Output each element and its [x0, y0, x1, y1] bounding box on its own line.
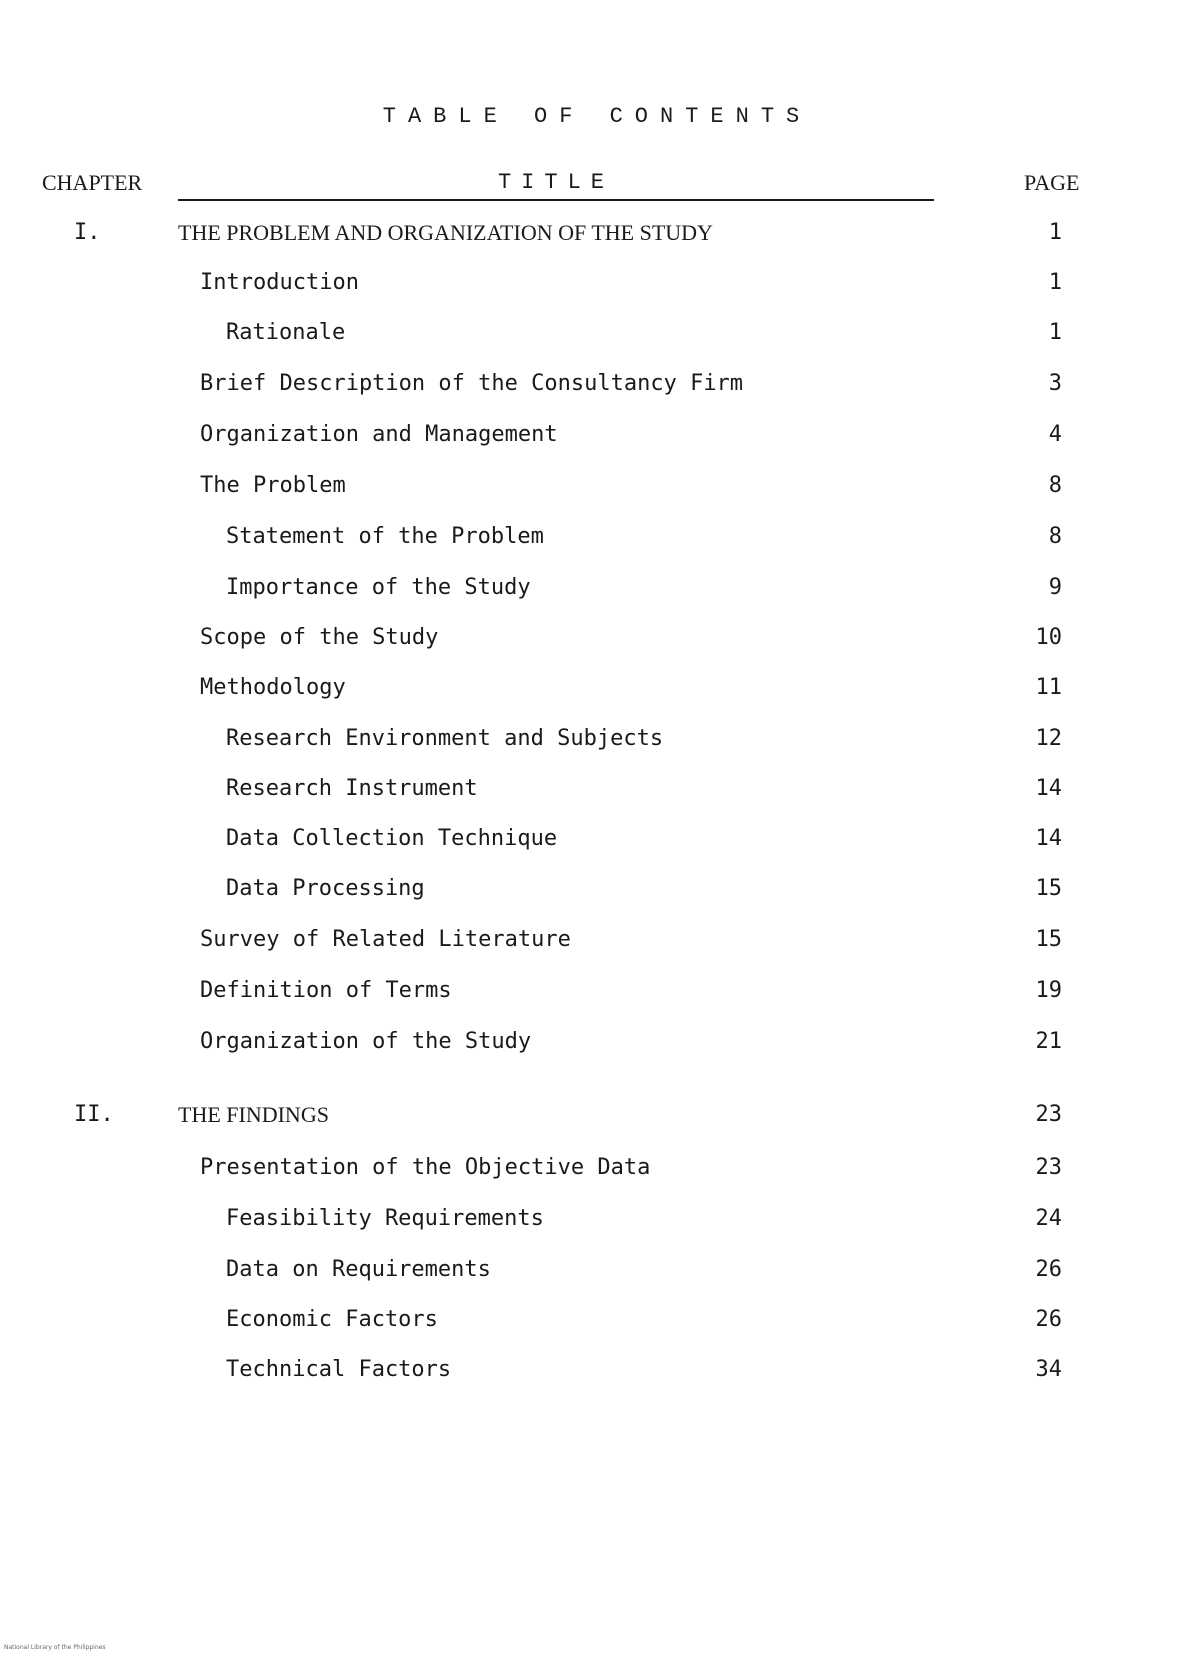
toc-entry [0, 675, 1194, 709]
entry-page-number: 1 [1048, 320, 1062, 345]
entry-page-number: 8 [1048, 473, 1062, 498]
entry-page-number: 8 [1048, 524, 1062, 549]
toc-entry [0, 320, 1194, 354]
entry-page-number: 1 [1048, 270, 1062, 295]
toc-entry [0, 1155, 1194, 1189]
entry-title: Importance of the Study [226, 575, 531, 600]
entry-page-number: 26 [1035, 1257, 1062, 1282]
toc-entry [0, 575, 1194, 609]
entry-title: Research Instrument [226, 776, 478, 801]
header-rule [178, 199, 934, 201]
entry-title: Feasibility Requirements [226, 1206, 544, 1231]
toc-entry [0, 826, 1194, 860]
entry-page-number: 14 [1035, 826, 1062, 851]
entry-page-number: 10 [1035, 625, 1062, 650]
entry-title: The Problem [200, 473, 346, 498]
entry-page-number: 24 [1035, 1206, 1062, 1231]
entry-title: Methodology [200, 675, 346, 700]
toc-entry [0, 371, 1194, 405]
entry-title: THE FINDINGS [178, 1102, 329, 1127]
entry-page-number: 9 [1048, 575, 1062, 600]
entry-page-number: 23 [1035, 1102, 1062, 1127]
footer-watermark: National Library of the Philippines [4, 1644, 106, 1651]
toc-entry [0, 1102, 1194, 1136]
toc-entry [0, 1357, 1194, 1391]
page-column-header: PAGE [1024, 170, 1080, 195]
chapter-number: I. [74, 220, 101, 245]
toc-entry [0, 776, 1194, 810]
chapter-column-header: CHAPTER [42, 170, 143, 195]
entry-page-number: 12 [1035, 726, 1062, 751]
toc-entry [0, 524, 1194, 558]
toc-entry [0, 220, 1194, 254]
entry-title: Organization and Management [200, 422, 558, 447]
entry-title: Rationale [226, 320, 346, 345]
toc-entry [0, 978, 1194, 1012]
entry-page-number: 15 [1035, 876, 1062, 901]
toc-entry [0, 1257, 1194, 1291]
entry-title: Definition of Terms [200, 978, 452, 1003]
entry-page-number: 4 [1048, 422, 1062, 447]
toc-entry [0, 270, 1194, 304]
title-column-header: TITLE [497, 170, 614, 195]
entry-page-number: 19 [1035, 978, 1062, 1003]
entry-page-number: 26 [1035, 1307, 1062, 1332]
page-title: TABLE OF CONTENTS [382, 104, 812, 129]
entry-title: Technical Factors [226, 1357, 452, 1382]
entry-title: Data Collection Technique [226, 826, 558, 851]
entry-title: Data Processing [226, 876, 425, 901]
entry-title: Presentation of the Objective Data [200, 1155, 651, 1180]
entry-page-number: 1 [1048, 220, 1062, 245]
entry-page-number: 15 [1035, 927, 1062, 952]
toc-entry [0, 473, 1194, 507]
entry-page-number: 14 [1035, 776, 1062, 801]
entry-title: Brief Description of the Consultancy Firm [200, 371, 744, 396]
toc-entry [0, 927, 1194, 961]
toc-entry [0, 726, 1194, 760]
chapter-number: II. [74, 1102, 114, 1127]
entry-page-number: 11 [1035, 675, 1062, 700]
entry-page-number: 34 [1035, 1357, 1062, 1382]
entry-title: Economic Factors [226, 1307, 438, 1332]
entry-page-number: 3 [1048, 371, 1062, 396]
toc-entry [0, 625, 1194, 659]
entry-title: Survey of Related Literature [200, 927, 571, 952]
toc-entry [0, 1029, 1194, 1063]
entry-page-number: 21 [1035, 1029, 1062, 1054]
entry-title: Introduction [200, 270, 359, 295]
entry-title: Organization of the Study [200, 1029, 532, 1054]
entry-title: Research Environment and Subjects [226, 726, 664, 751]
toc-entry [0, 1307, 1194, 1341]
toc-entry [0, 876, 1194, 910]
entry-title: Scope of the Study [200, 625, 439, 650]
entry-title: THE PROBLEM AND ORGANIZATION OF THE STUDY [178, 220, 713, 245]
toc-entry [0, 1206, 1194, 1240]
entry-title: Data on Requirements [226, 1257, 491, 1282]
entry-title: Statement of the Problem [226, 524, 544, 549]
entry-page-number: 23 [1035, 1155, 1062, 1180]
toc-entry [0, 422, 1194, 456]
